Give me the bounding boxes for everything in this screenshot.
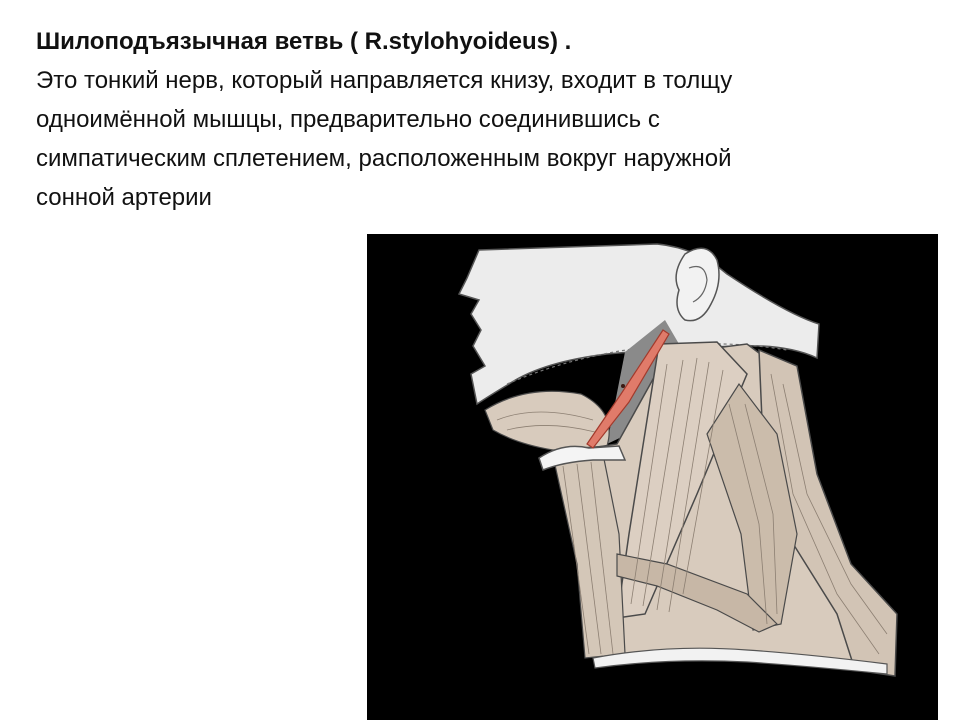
slide-title: Шилоподъязычная ветвь ( R.stylohyoideus) . — [36, 28, 572, 55]
body-line-1: Это тонкий нерв, который направляется книзу, входит в толщу — [36, 67, 733, 94]
neck-anatomy-illustration — [367, 234, 938, 720]
body-line-3: симпатическим сплетением, расположенным вокруг наружной — [36, 145, 732, 172]
nerve-point — [621, 384, 625, 388]
body-line-4: сонной артерии — [36, 184, 212, 211]
body-line-2: одноимённой мышцы, предварительно соединившись с — [36, 106, 660, 133]
neck-anatomy-drawing — [367, 234, 938, 720]
slide-text — [36, 22, 926, 217]
